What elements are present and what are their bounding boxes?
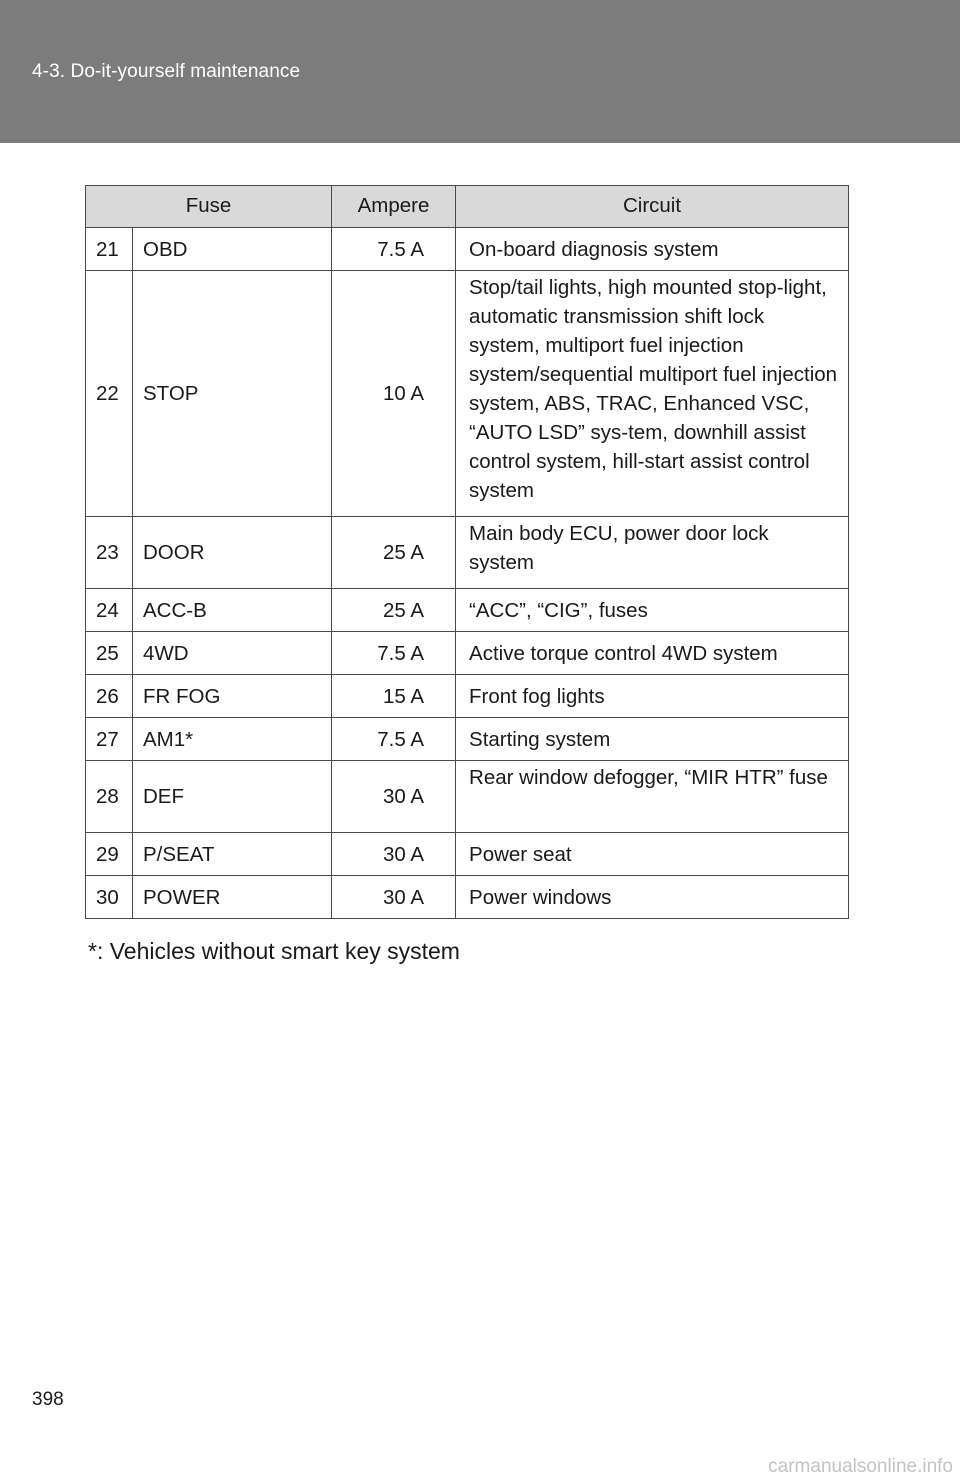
fuse-name: DOOR bbox=[133, 517, 332, 589]
fuse-name: DEF bbox=[133, 761, 332, 833]
fuse-name: ACC-B bbox=[133, 589, 332, 632]
fuse-circuit: On-board diagnosis system bbox=[456, 228, 849, 271]
fuse-ampere: 7.5 A bbox=[332, 718, 456, 761]
fuse-circuit: Active torque control 4WD system bbox=[456, 632, 849, 675]
fuse-ampere: 7.5 A bbox=[332, 632, 456, 675]
fuse-number: 22 bbox=[86, 271, 133, 517]
fuse-name: FR FOG bbox=[133, 675, 332, 718]
header-ampere: Ampere bbox=[332, 186, 456, 228]
fuse-name: STOP bbox=[133, 271, 332, 517]
fuse-ampere: 10 A bbox=[332, 271, 456, 517]
fuse-number: 24 bbox=[86, 589, 133, 632]
fuse-number: 23 bbox=[86, 517, 133, 589]
fuse-number: 25 bbox=[86, 632, 133, 675]
fuse-ampere: 25 A bbox=[332, 517, 456, 589]
fuse-ampere: 30 A bbox=[332, 761, 456, 833]
table-row bbox=[86, 589, 849, 632]
footnote: *: Vehicles without smart key system bbox=[88, 938, 460, 964]
fuse-table bbox=[85, 185, 849, 919]
watermark-link[interactable]: carmanualsonline.info bbox=[768, 1456, 953, 1477]
fuse-ampere: 25 A bbox=[332, 589, 456, 632]
table-row bbox=[86, 632, 849, 675]
fuse-number: 28 bbox=[86, 761, 133, 833]
table-row bbox=[86, 675, 849, 718]
fuse-number: 29 bbox=[86, 833, 133, 876]
table-row bbox=[86, 271, 849, 517]
header-fuse: Fuse bbox=[86, 186, 332, 228]
fuse-circuit: Power seat bbox=[456, 833, 849, 876]
fuse-circuit: Power windows bbox=[456, 876, 849, 919]
fuse-number: 30 bbox=[86, 876, 133, 919]
header-band bbox=[0, 0, 960, 143]
table-row bbox=[86, 876, 849, 919]
fuse-ampere: 30 A bbox=[332, 876, 456, 919]
header-circuit: Circuit bbox=[456, 186, 849, 228]
fuse-circuit: “ACC”, “CIG”, fuses bbox=[456, 589, 849, 632]
fuse-name: P/SEAT bbox=[133, 833, 332, 876]
fuse-circuit: Front fog lights bbox=[456, 675, 849, 718]
fuse-circuit: Starting system bbox=[456, 718, 849, 761]
section-title: 4-3. Do-it-yourself maintenance bbox=[32, 61, 301, 82]
fuse-circuit: Rear window defogger, “MIR HTR” fuse bbox=[456, 761, 849, 833]
table-row bbox=[86, 833, 849, 876]
table-row bbox=[86, 228, 849, 271]
fuse-number: 27 bbox=[86, 718, 133, 761]
fuse-circuit: Stop/tail lights, high mounted stop-light, automatic transmission shift lock system, multiport fuel injection system/sequential multiport fuel injection system, ABS, TRAC, Enhanced VSC, “AUTO LSD” sys-tem, downhill assist control system, hill-start assist control system bbox=[456, 271, 849, 517]
fuse-name: OBD bbox=[133, 228, 332, 271]
fuse-ampere: 30 A bbox=[332, 833, 456, 876]
fuse-name: 4WD bbox=[133, 632, 332, 675]
fuse-ampere: 15 A bbox=[332, 675, 456, 718]
fuse-ampere: 7.5 A bbox=[332, 228, 456, 271]
page-number: 398 bbox=[32, 1389, 64, 1410]
table-row bbox=[86, 761, 849, 833]
fuse-name: AM1* bbox=[133, 718, 332, 761]
fuse-number: 21 bbox=[86, 228, 133, 271]
fuse-number: 26 bbox=[86, 675, 133, 718]
table-row bbox=[86, 517, 849, 589]
table-row bbox=[86, 718, 849, 761]
fuse-name: POWER bbox=[133, 876, 332, 919]
fuse-circuit: Main body ECU, power door lock system bbox=[456, 517, 849, 589]
table-header-row bbox=[86, 186, 849, 228]
